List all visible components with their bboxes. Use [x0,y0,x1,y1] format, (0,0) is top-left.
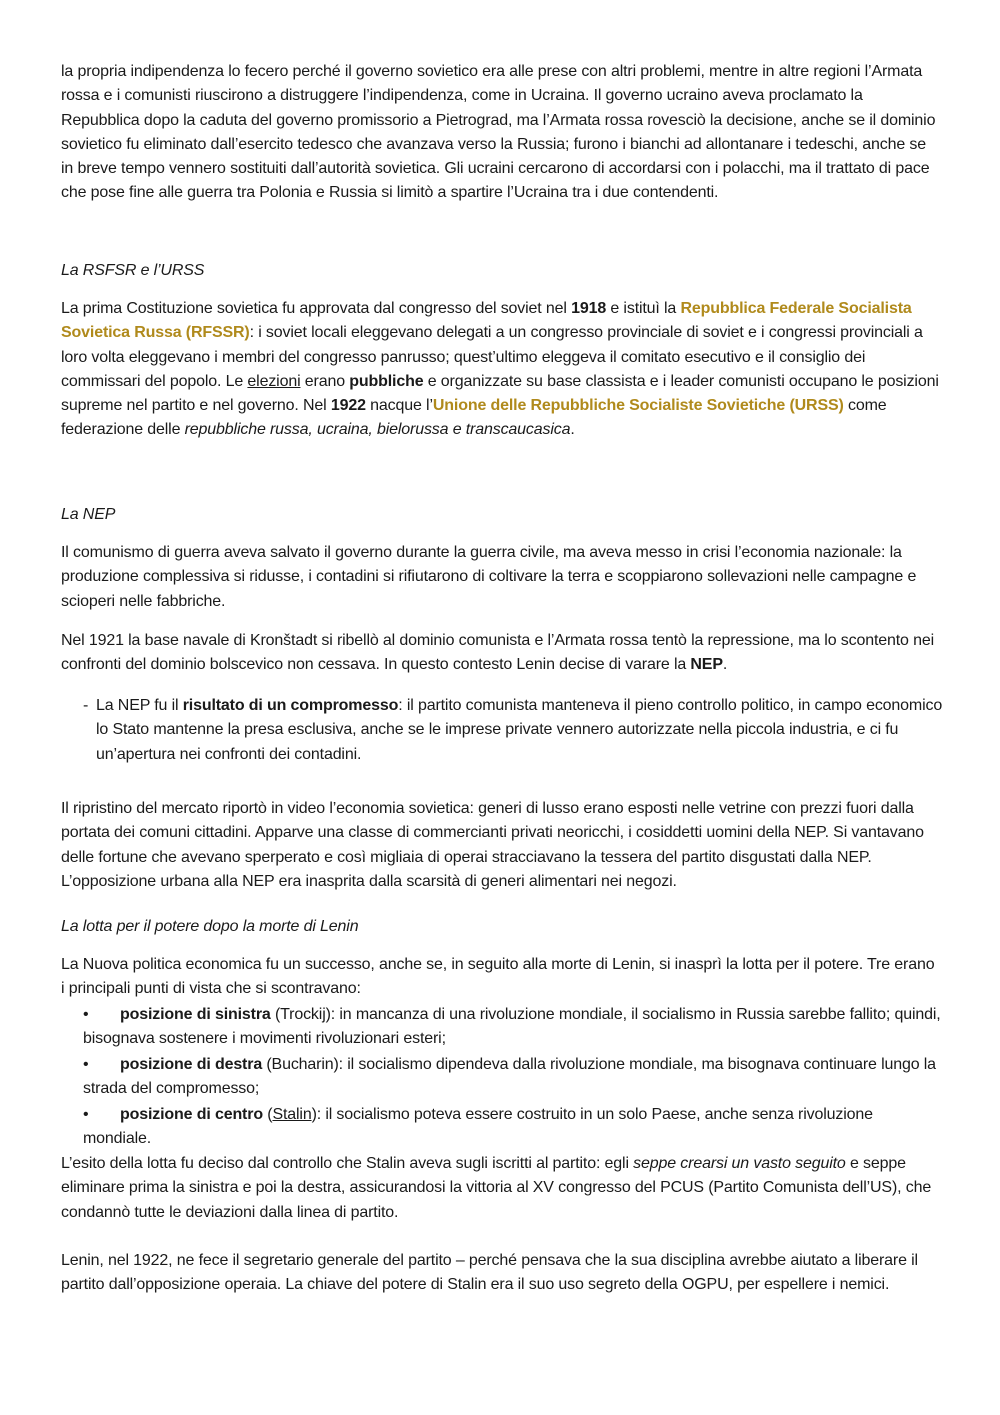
list-item-body [96,694,943,767]
text-run: ( [262,1106,273,1123]
bold-year-1918: 1918 [571,300,607,317]
paragraph-lotta-intro: La Nuova politica economica fu un successo, anche se, in seguito alla morte di Lenin, si inasprì la lotta per il potere. Tre erano i principali punti di vista che si scontravano: [61,956,935,998]
italic-repubbliche: repubbliche russa, ucraina, bielorussa e transcaucasica [184,421,571,439]
bold-centro: posizione di centro [120,1106,263,1123]
paragraph-nep-3: Il ripristino del mercato riportò in video l’economia sovietica: generi di lusso erano esposti nelle vetrine con prezzi fuori dalla portata dei comuni cittadini. Apparve una classe di commercianti privati neoricchi, i cosiddetti uomini della NEP. Si vantavano delle fortune che avevano sperperato e così migliaia di operai stracciavano la tessera del partito disgustati dalla NEP. L’opposizione urbana alla NEP era inasprita dalla scarsità di generi alimentari nei negozi. [61,800,924,890]
highlight-urss: Unione delle Repubbliche Socialiste Sovietiche (URSS) [432,397,844,415]
bold-destra: posizione di destra [120,1056,263,1073]
paragraph-lenin-1922: Lenin, nel 1922, ne fece il segretario generale del partito – perché pensava che la sua disciplina avrebbe aiutato a liberare il partito dall’opposizione operaia. La chiave del potere di Stalin era il suo uso segreto della OGPU, per espellere i nemici. [61,1252,918,1294]
paragraph-nep-1: Il comunismo di guerra aveva salvato il governo durante la guerra civile, ma aveva messo in crisi l’economia nazionale: la produzione complessiva si ridusse, i contadini si rifiutarono di coltivare la terra e scoppiarono sollevazioni nelle campagne e scioperi nelle fabbriche. [61,544,917,610]
text-run: La NEP fu il [96,697,183,714]
text-run: e seppe eliminare prima la sinistra e poi la destra, assicurandosi la vittoria al XV congresso del PCUS (Partito Comunista dell’US), che condannò tutte le deviazioni dalla linea di partito. [61,1155,932,1221]
highlight-rfssr: Repubblica Federale Socialista Sovietica Russa (RFSSR) [61,300,912,342]
italic-seguito: seppe crearsi un vasto seguito [633,1155,846,1172]
text-run: (Trockij): in mancanza di una rivoluzione mondiale, il socialismo in Russia sarebbe fallito; quindi, bisognava sostenere i movimenti rivoluzionari esteri; [83,1006,941,1048]
text-run: nacque l’ [365,397,433,415]
text-run: . [722,656,728,674]
text-run: Nel 1921 la base navale di Kronštadt si ribellò al dominio comunista e l’Armata rossa tentò la repressione, ma lo scontento nei confronti del dominio bolscevico non cessava. In questo contesto Lenin decise di varare la [61,632,934,674]
text-run: erano [300,372,350,390]
heading-lotta: La lotta per il potere dopo la morte di Lenin [61,918,359,935]
text-run: . [570,421,575,439]
text-run: e organizzate su base classista e i leader comunisti occupano le posizioni supreme nel partito e nel governo. Nel [61,372,939,415]
bold-compromesso: risultato di un compromesso [182,697,399,714]
bold-nep: NEP [690,656,723,674]
text-run: : i soviet locali eleggevano delegati a un congresso provinciale di soviet e i congressi provinciali a loro volta eleggevano i membri del congresso panrusso; quest’ultimo eleggeva il comitato esecutivo e il consiglio dei commissari del popolo. Le [61,324,923,390]
text-run: come federazione delle [61,397,887,439]
bold-pubbliche: pubbliche [349,372,424,390]
paragraph-esito [61,1152,941,1225]
heading-rsfsr: La RSFSR e l’URSS [61,262,205,279]
list-item-compromesso [83,694,943,767]
heading-nep: La NEP [61,506,116,523]
bullet-marker: • [83,1106,89,1123]
paragraph-rsfsr [61,297,941,443]
text-run: L’esito della lotta fu deciso dal controllo che Stalin aveva sugli iscritti al partito: egli [61,1155,634,1172]
bullet-marker: • [83,1056,89,1073]
bold-year-1922: 1922 [330,397,366,415]
text-run: (Bucharin): il socialismo dipendeva dalla rivoluzione mondiale, ma bisognava continuare lungo la strada del compromesso; [83,1056,936,1098]
text-run: ): il socialismo poteva essere costruito in un solo Paese, anche senza rivoluzione mondiale. [83,1106,873,1148]
text-run: La prima Costituzione sovietica fu approvata dal congresso del soviet nel [61,300,572,317]
bullet-marker: • [83,1006,89,1023]
list-item-sinistra [83,1003,943,1052]
list-item-destra [83,1053,943,1102]
list-item-centro [83,1103,943,1152]
text-run: : il partito comunista manteneva il pieno controllo politico, in campo economico lo Stato mantenne la presa esclusiva, anche se le imprese private vennero autorizzate nella piccola industria, e ci fu un’apertura nei confronti dei contadini. [96,697,943,763]
underlined-stalin: Stalin [272,1106,312,1123]
paragraph-nep-2 [61,629,941,678]
text-run: e istituì la [606,300,681,317]
paragraph-ucraina: la propria indipendenza lo fecero perché il governo sovietico era alle prese con altri problemi, mentre in altre regioni l’Armata rossa e i comunisti riuscirono a distruggere l’indipendenza, come in Ucraina. Il governo ucraino aveva proclamato la Repubblica dopo la caduta del governo promissorio a Pietrograd, ma l’Armata rossa rovesciò la decisione, anche se il dominio sovietico fu eliminato dall’esercito tedesco che avanzava verso la Russia; furono i bianchi ad allontanare i tedeschi, anche se in breve tempo vennero sostituiti dall’autorità sovietica. Gli ucraini cercarono di accordarsi con i polacchi, ma il trattato di pace che pose fine alle guerra tra Polonia e Russia si limitò a spartire l’Ucraina tra i due contendenti. [61,63,936,202]
underlined-elezioni: elezioni [247,372,301,390]
bold-sinistra: posizione di sinistra [120,1006,271,1023]
dash-marker: - [83,697,89,714]
